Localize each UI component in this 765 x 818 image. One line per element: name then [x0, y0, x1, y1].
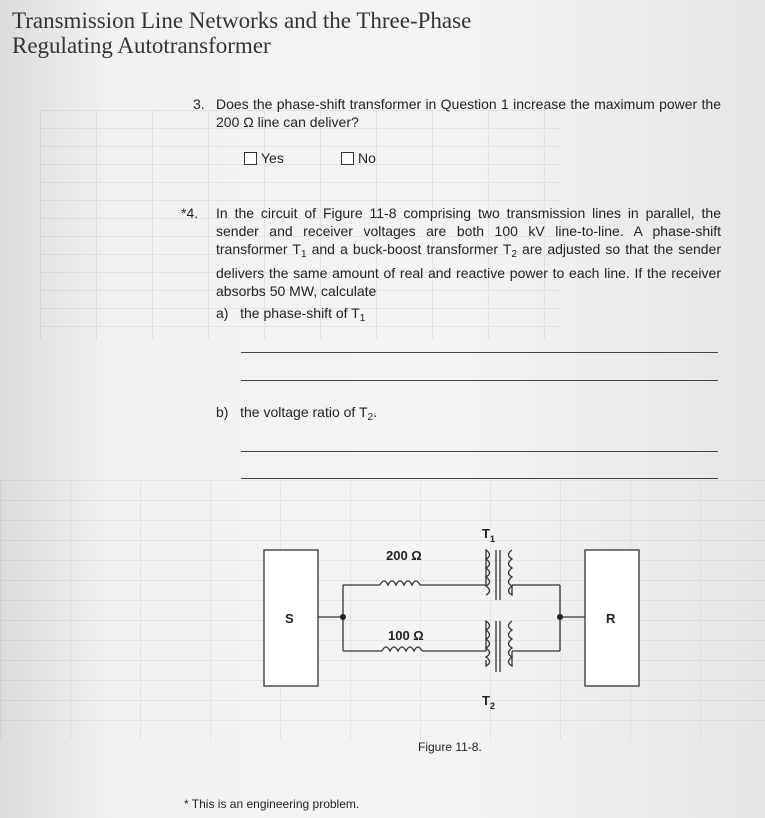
inductor-200: [380, 581, 420, 585]
q4-text-a: In the circuit of Figure 11-8 comprising two transmission lines in parallel, the sender and receiver voltages are both 100 kV line-to-line. A phase-shift transformer T: [216, 205, 721, 257]
title-line-2: Regulating Autotransformer: [12, 33, 271, 58]
part-b-text: the voltage ratio of T: [240, 404, 368, 420]
impedance-100-label: 100 Ω: [388, 628, 424, 643]
part-a-sub: 1: [359, 313, 366, 324]
t2-secondary-coil: [509, 621, 513, 666]
question-4-number: *4.: [181, 205, 199, 221]
part-a-text: the phase-shift of T: [240, 305, 360, 321]
left-junction-dot: [340, 614, 346, 620]
option-yes-label: Yes: [261, 150, 284, 166]
option-no-label: No: [358, 150, 376, 166]
impedance-200-label: 200 Ω: [386, 548, 422, 563]
part-b-label: b): [216, 404, 229, 420]
t1-letter: T: [482, 526, 490, 541]
inductor-100: [382, 647, 422, 651]
q4-sub-1: 1: [300, 249, 307, 260]
t2-subscript: 2: [489, 701, 495, 711]
q4-sub-2: 2: [511, 249, 517, 260]
t1-secondary-coil: [509, 550, 513, 595]
t2-primary-coil: [486, 621, 490, 666]
t1-primary-coil: [486, 550, 490, 595]
part-a-label: a): [216, 305, 229, 321]
q4-text-c: are adjusted so that the sender delivers the same amount of real and reactive power to each line. If the receiver absorbs 50 MW, calculate: [216, 241, 721, 299]
part-b-suffix: .: [373, 404, 377, 420]
figure-caption: Figure 11-8.: [418, 740, 482, 754]
part-b-sub: 2: [367, 412, 374, 423]
q4-text-b: and a buck-boost transformer T: [306, 241, 512, 257]
sender-label: S: [285, 611, 294, 626]
t2-letter: T: [482, 693, 490, 708]
t2-label: [482, 693, 495, 711]
question-3-number: 3.: [193, 96, 205, 112]
t1-label: [482, 526, 495, 544]
receiver-label: R: [606, 611, 616, 626]
title-line-1: Transmission Line Networks and the Three-Phase: [12, 8, 472, 33]
right-junction-dot: [557, 614, 563, 620]
question-3-text: Does the phase-shift transformer in Question 1 increase the maximum power the 200 Ω line can deliver?: [216, 96, 721, 130]
t1-subscript: 1: [489, 534, 495, 544]
footnote: * This is an engineering problem.: [184, 797, 360, 811]
